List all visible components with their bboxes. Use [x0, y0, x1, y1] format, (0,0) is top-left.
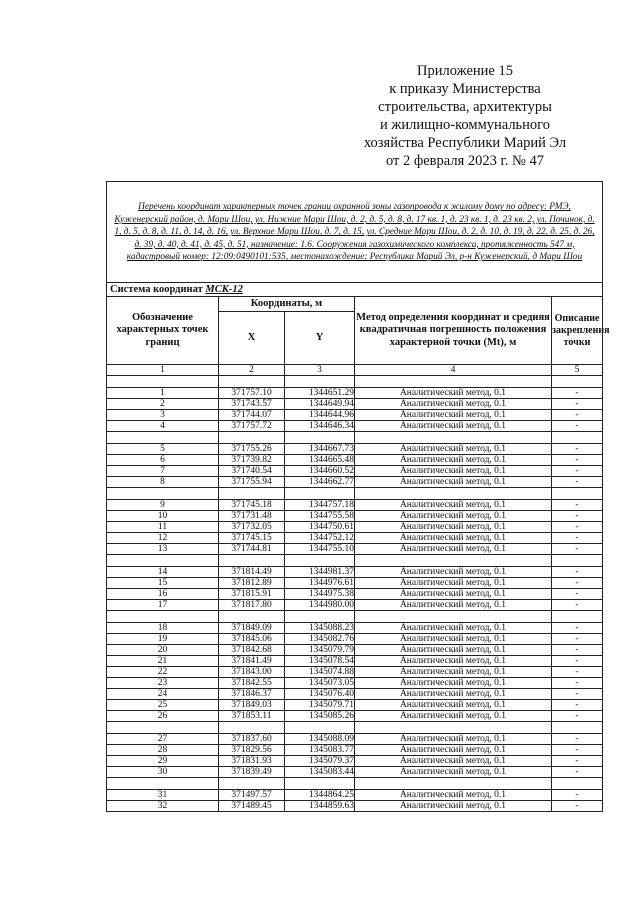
table-row: [107, 634, 603, 645]
empty-cell: [552, 778, 603, 790]
table-row: [107, 801, 603, 812]
point-cell: 3: [107, 410, 219, 421]
fixing-cell: -: [552, 734, 603, 745]
y-cell: 1345079.71: [285, 700, 355, 711]
x-cell: 371757.10: [219, 388, 285, 399]
method-cell: Аналитический метод, 0.1: [355, 500, 552, 511]
x-cell: 371845.06: [219, 634, 285, 645]
method-cell: Аналитический метод, 0.1: [355, 578, 552, 589]
empty-cell: [107, 778, 219, 790]
point-cell: 4: [107, 421, 219, 432]
x-cell: 371744.07: [219, 410, 285, 421]
empty-cell: [219, 555, 285, 567]
table-row: [107, 455, 603, 466]
y-cell: 1344975.38: [285, 589, 355, 600]
table-row: [107, 667, 603, 678]
y-cell: 1344649.94: [285, 399, 355, 410]
table-row: [107, 388, 603, 399]
point-cell: 7: [107, 466, 219, 477]
method-cell: Аналитический метод, 0.1: [355, 700, 552, 711]
x-cell: 371755.26: [219, 444, 285, 455]
method-cell: Аналитический метод, 0.1: [355, 477, 552, 488]
fixing-cell: -: [552, 388, 603, 399]
point-cell: 11: [107, 522, 219, 533]
y-cell: 1344667.73: [285, 444, 355, 455]
table-row: [107, 500, 603, 511]
fixing-cell: -: [552, 790, 603, 801]
y-cell: 1344859.63: [285, 801, 355, 812]
empty-cell: [355, 488, 552, 500]
y-cell: 1345073.05: [285, 678, 355, 689]
empty-cell: [285, 778, 355, 790]
method-cell: Аналитический метод, 0.1: [355, 522, 552, 533]
y-cell: 1345079.79: [285, 645, 355, 656]
y-cell: 1344757.18: [285, 500, 355, 511]
point-cell: 5: [107, 444, 219, 455]
x-cell: 371743.57: [219, 399, 285, 410]
empty-cell: [107, 432, 219, 444]
y-cell: 1344646.34: [285, 421, 355, 432]
method-cell: Аналитический метод, 0.1: [355, 790, 552, 801]
method-cell: Аналитический метод, 0.1: [355, 678, 552, 689]
appendix-line: и жилищно-коммунального: [379, 117, 551, 133]
x-cell: 371755.94: [219, 477, 285, 488]
point-cell: 32: [107, 801, 219, 812]
x-cell: 371745.15: [219, 533, 285, 544]
fixing-cell: -: [552, 399, 603, 410]
empty-cell: [219, 778, 285, 790]
point-cell: 6: [107, 455, 219, 466]
appendix-line: строительства, архитектуры: [378, 99, 552, 115]
table-body: [107, 376, 603, 812]
appendix-line: от 2 февраля 2023 г. № 47: [385, 153, 545, 169]
point-cell: 12: [107, 533, 219, 544]
header-fixing: Описание закрепления точки: [552, 297, 603, 365]
fixing-cell: -: [552, 511, 603, 522]
fixing-cell: -: [552, 421, 603, 432]
point-cell: 23: [107, 678, 219, 689]
method-cell: Аналитический метод, 0.1: [355, 444, 552, 455]
x-cell: 371732.05: [219, 522, 285, 533]
y-cell: 1345088.09: [285, 734, 355, 745]
group-separator-row: [107, 376, 603, 388]
table-row: [107, 756, 603, 767]
method-cell: Аналитический метод, 0.1: [355, 399, 552, 410]
empty-cell: [219, 376, 285, 388]
x-cell: 371497.57: [219, 790, 285, 801]
table-row: [107, 567, 603, 578]
y-cell: 1345078.54: [285, 656, 355, 667]
group-separator-row: [107, 432, 603, 444]
point-cell: 30: [107, 767, 219, 778]
x-cell: 371739.82: [219, 455, 285, 466]
y-cell: 1345083.44: [285, 767, 355, 778]
column-number: 4: [355, 365, 552, 376]
fixing-cell: -: [552, 522, 603, 533]
point-cell: 18: [107, 623, 219, 634]
y-cell: 1345076.40: [285, 689, 355, 700]
fixing-cell: -: [552, 623, 603, 634]
empty-cell: [355, 778, 552, 790]
header-x: X: [219, 312, 285, 365]
method-cell: Аналитический метод, 0.1: [355, 645, 552, 656]
table-row: [107, 645, 603, 656]
table-row: [107, 711, 603, 722]
point-cell: 14: [107, 567, 219, 578]
method-cell: Аналитический метод, 0.1: [355, 667, 552, 678]
column-number: 5: [552, 365, 603, 376]
empty-cell: [219, 722, 285, 734]
point-cell: 20: [107, 645, 219, 656]
empty-cell: [552, 555, 603, 567]
x-cell: 371744.81: [219, 544, 285, 555]
x-cell: 371731.48: [219, 511, 285, 522]
fixing-cell: -: [552, 767, 603, 778]
method-cell: Аналитический метод, 0.1: [355, 745, 552, 756]
method-cell: Аналитический метод, 0.1: [355, 711, 552, 722]
x-cell: 371837.60: [219, 734, 285, 745]
method-cell: Аналитический метод, 0.1: [355, 533, 552, 544]
x-cell: 371842.68: [219, 645, 285, 656]
table-row: [107, 477, 603, 488]
x-cell: 371817.80: [219, 600, 285, 611]
point-cell: 21: [107, 656, 219, 667]
fixing-cell: -: [552, 444, 603, 455]
fixing-cell: -: [552, 678, 603, 689]
table-row: [107, 745, 603, 756]
coordinate-system-value: МСК-12: [205, 283, 243, 295]
point-cell: 25: [107, 700, 219, 711]
empty-cell: [107, 722, 219, 734]
empty-cell: [355, 722, 552, 734]
method-cell: Аналитический метод, 0.1: [355, 466, 552, 477]
y-cell: 1344981.37: [285, 567, 355, 578]
x-cell: 371489.45: [219, 801, 285, 812]
method-cell: Аналитический метод, 0.1: [355, 634, 552, 645]
method-cell: Аналитический метод, 0.1: [355, 589, 552, 600]
point-cell: 2: [107, 399, 219, 410]
fixing-cell: -: [552, 645, 603, 656]
group-separator-row: [107, 611, 603, 623]
point-cell: 10: [107, 511, 219, 522]
header-y: Y: [285, 312, 355, 365]
table-row: [107, 734, 603, 745]
empty-cell: [219, 488, 285, 500]
y-cell: 1344651.29: [285, 388, 355, 399]
fixing-cell: -: [552, 634, 603, 645]
point-cell: 22: [107, 667, 219, 678]
appendix-header: [330, 62, 600, 170]
y-cell: 1345079.37: [285, 756, 355, 767]
appendix-line: Приложение 15: [417, 63, 513, 79]
fixing-cell: -: [552, 410, 603, 421]
y-cell: 1344750.61: [285, 522, 355, 533]
empty-cell: [552, 376, 603, 388]
x-cell: 371846.37: [219, 689, 285, 700]
table-row: [107, 544, 603, 555]
empty-cell: [355, 611, 552, 623]
group-separator-row: [107, 722, 603, 734]
fixing-cell: -: [552, 689, 603, 700]
column-number: 3: [285, 365, 355, 376]
method-cell: Аналитический метод, 0.1: [355, 656, 552, 667]
table-row: [107, 623, 603, 634]
table-row: [107, 600, 603, 611]
table-row: [107, 767, 603, 778]
fixing-cell: -: [552, 455, 603, 466]
empty-cell: [285, 722, 355, 734]
fixing-cell: -: [552, 466, 603, 477]
x-cell: 371829.56: [219, 745, 285, 756]
point-cell: 9: [107, 500, 219, 511]
fixing-cell: -: [552, 477, 603, 488]
x-cell: 371814.49: [219, 567, 285, 578]
point-cell: 29: [107, 756, 219, 767]
x-cell: 371831.93: [219, 756, 285, 767]
empty-cell: [552, 722, 603, 734]
x-cell: 371853.11: [219, 711, 285, 722]
method-cell: Аналитический метод, 0.1: [355, 756, 552, 767]
y-cell: 1345085.26: [285, 711, 355, 722]
y-cell: 1344644.96: [285, 410, 355, 421]
x-cell: 371849.09: [219, 623, 285, 634]
empty-cell: [219, 611, 285, 623]
fixing-cell: -: [552, 700, 603, 711]
method-cell: Аналитический метод, 0.1: [355, 388, 552, 399]
appendix-line: хозяйства Республики Марий Эл: [363, 135, 567, 151]
method-cell: Аналитический метод, 0.1: [355, 511, 552, 522]
table-row: [107, 466, 603, 477]
empty-cell: [355, 376, 552, 388]
table-row: [107, 656, 603, 667]
fixing-cell: -: [552, 578, 603, 589]
empty-cell: [107, 611, 219, 623]
x-cell: 371745.18: [219, 500, 285, 511]
point-cell: 13: [107, 544, 219, 555]
x-cell: 371815.91: [219, 589, 285, 600]
empty-cell: [552, 488, 603, 500]
table-row: [107, 421, 603, 432]
y-cell: 1345083.77: [285, 745, 355, 756]
fixing-cell: -: [552, 533, 603, 544]
method-cell: Аналитический метод, 0.1: [355, 689, 552, 700]
fixing-cell: -: [552, 756, 603, 767]
coordinates-table: [106, 181, 610, 812]
fixing-cell: -: [552, 589, 603, 600]
column-number-row: [107, 365, 603, 376]
fixing-cell: -: [552, 500, 603, 511]
x-cell: 371740.54: [219, 466, 285, 477]
table-row: [107, 678, 603, 689]
point-cell: 28: [107, 745, 219, 756]
coordinate-system: [107, 283, 603, 297]
empty-cell: [355, 432, 552, 444]
group-separator-row: [107, 488, 603, 500]
point-cell: 16: [107, 589, 219, 600]
point-cell: 8: [107, 477, 219, 488]
y-cell: 1344660.52: [285, 466, 355, 477]
method-cell: Аналитический метод, 0.1: [355, 410, 552, 421]
table-row: [107, 444, 603, 455]
table-row: [107, 533, 603, 544]
point-cell: 24: [107, 689, 219, 700]
table-row: [107, 578, 603, 589]
x-cell: 371839.49: [219, 767, 285, 778]
method-cell: Аналитический метод, 0.1: [355, 455, 552, 466]
x-cell: 371812.89: [219, 578, 285, 589]
y-cell: 1344980.00: [285, 600, 355, 611]
point-cell: 31: [107, 790, 219, 801]
empty-cell: [107, 376, 219, 388]
method-cell: Аналитический метод, 0.1: [355, 421, 552, 432]
empty-cell: [285, 611, 355, 623]
y-cell: 1345074.88: [285, 667, 355, 678]
point-cell: 15: [107, 578, 219, 589]
table-title: Перечень координат характерных точек границ охранной зоны газопровода к жилому дому по адресу: РМЭ, Куженерский район, д. Мари Шои, ул. Нижние Мари Шои, д. 2, д. 5, д. 8, д. 17 кв. 1, д. 23 кв. 1, д. 23 кв. 2, ул. Починок, д. 1, д. 5, д. 8, д. 11, д. 14, д. 16, ул. Верхние Мари Шои, д. 7, д. 15, ул. Средние Мари Шои, д. 2, д. 10, д. 19, д. 22, д. 25, д. 26, д. 39, д. 40, д. 41, д. 45, д. 51, назначение: 1.6. Сооружения газохимического комплекса, протяженность 547 м, кадастровый номер: 12:09:0490101:535, местонахождение: Республика Марий Эл, р-н Куженерский, д Мари Шои: [107, 182, 603, 283]
x-cell: 371843.00: [219, 667, 285, 678]
group-separator-row: [107, 778, 603, 790]
header-point: Обозначение характерных точек границ: [107, 297, 219, 365]
fixing-cell: -: [552, 656, 603, 667]
table-row: [107, 399, 603, 410]
empty-cell: [285, 432, 355, 444]
empty-cell: [285, 488, 355, 500]
x-cell: 371841.49: [219, 656, 285, 667]
point-cell: 26: [107, 711, 219, 722]
y-cell: 1344752.12: [285, 533, 355, 544]
table-row: [107, 522, 603, 533]
y-cell: 1344976.61: [285, 578, 355, 589]
fixing-cell: -: [552, 567, 603, 578]
x-cell: 371757.72: [219, 421, 285, 432]
header-method: Метод определения координат и средняя квадратичная погрешность положения характерной точки (Mt), м: [355, 297, 552, 365]
fixing-cell: -: [552, 600, 603, 611]
table-row: [107, 689, 603, 700]
empty-cell: [285, 555, 355, 567]
y-cell: 1344665.48: [285, 455, 355, 466]
fixing-cell: -: [552, 745, 603, 756]
appendix-line: к приказу Министерства: [389, 81, 541, 97]
method-cell: Аналитический метод, 0.1: [355, 623, 552, 634]
empty-cell: [355, 555, 552, 567]
coordinate-system-label: Система координат: [110, 283, 203, 295]
y-cell: 1345082.76: [285, 634, 355, 645]
method-cell: Аналитический метод, 0.1: [355, 567, 552, 578]
y-cell: 1344864.25: [285, 790, 355, 801]
column-number: 2: [219, 365, 285, 376]
point-cell: 19: [107, 634, 219, 645]
table-row: [107, 790, 603, 801]
method-cell: Аналитический метод, 0.1: [355, 600, 552, 611]
table-row: [107, 700, 603, 711]
empty-cell: [552, 432, 603, 444]
group-separator-row: [107, 555, 603, 567]
fixing-cell: -: [552, 801, 603, 812]
y-cell: 1344755.10: [285, 544, 355, 555]
empty-cell: [107, 555, 219, 567]
point-cell: 27: [107, 734, 219, 745]
fixing-cell: -: [552, 711, 603, 722]
y-cell: 1344662.77: [285, 477, 355, 488]
table-row: [107, 511, 603, 522]
empty-cell: [107, 488, 219, 500]
x-cell: 371842.55: [219, 678, 285, 689]
point-cell: 17: [107, 600, 219, 611]
method-cell: Аналитический метод, 0.1: [355, 767, 552, 778]
empty-cell: [285, 376, 355, 388]
fixing-cell: -: [552, 667, 603, 678]
table-row: [107, 589, 603, 600]
fixing-cell: -: [552, 544, 603, 555]
empty-cell: [219, 432, 285, 444]
method-cell: Аналитический метод, 0.1: [355, 801, 552, 812]
header-coordinates: Координаты, м: [219, 297, 355, 312]
method-cell: Аналитический метод, 0.1: [355, 734, 552, 745]
table-row: [107, 410, 603, 421]
y-cell: 1344755.58: [285, 511, 355, 522]
x-cell: 371849.03: [219, 700, 285, 711]
y-cell: 1345088.23: [285, 623, 355, 634]
column-number: 1: [107, 365, 219, 376]
method-cell: Аналитический метод, 0.1: [355, 544, 552, 555]
point-cell: 1: [107, 388, 219, 399]
empty-cell: [552, 611, 603, 623]
